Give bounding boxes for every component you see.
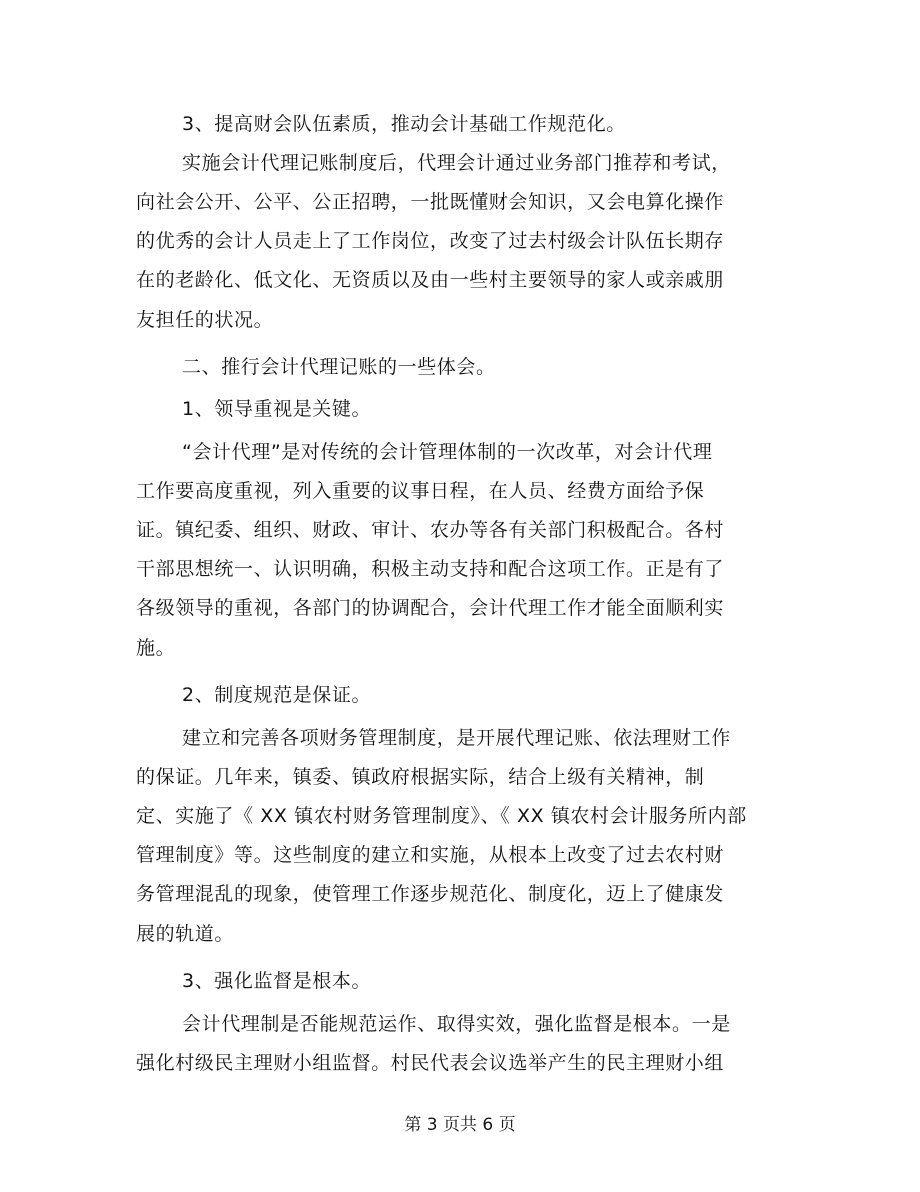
paragraph-line: 工作要高度重视，列入重要的议事日程，在人员、经费方面给予保: [136, 480, 705, 502]
paragraph-line: “会计代理”是对传统的会计管理体制的一次改革，对会计代理: [182, 441, 713, 463]
paragraph-line: 建立和完善各项财务管理制度，是开展代理记账、依法理财工作: [182, 727, 731, 749]
paragraph-line: 向社会公开、公平、公正招聘，一批既懂财会知识，又会电算化操作: [136, 191, 725, 213]
paragraph-line: 在的老龄化、低文化、无资质以及由一些村主要领导的家人或亲戚朋: [136, 269, 725, 291]
paragraph-line: 的优秀的会计人员走上了工作岗位，改变了过去村级会计队伍长期存: [136, 230, 725, 252]
paragraph-line: 施。: [136, 637, 176, 659]
subheading-1: 1、领导重视是关键。: [182, 398, 372, 420]
paragraph-line: 管理制度》等。这些制度的建立和实施，从根本上改变了过去农村财: [136, 844, 725, 866]
subheading-3: 3、强化监督是根本。: [182, 970, 372, 992]
paragraph-line: 务管理混乱的现象，使管理工作逐步规范化、制度化，迈上了健康发: [136, 883, 725, 905]
paragraph-line: 实施会计代理记账制度后，代理会计通过业务部门推荐和考试，: [182, 152, 731, 174]
paragraph-line: 展的轨道。: [136, 923, 235, 945]
paragraph-line: 会计代理制是否能规范运作、取得实效，强化监督是根本。一是: [182, 1013, 731, 1035]
paragraph-line: 证。镇纪委、组织、财政、审计、农办等各有关部门积极配合。各村: [136, 519, 725, 541]
page-footer: 第 3 页共 6 页: [404, 1115, 516, 1135]
paragraph-line: 友担任的状况。: [136, 309, 274, 331]
paragraph-line: 各级领导的重视，各部门的协调配合，会计代理工作才能全面顺利实: [136, 597, 725, 619]
paragraph-line: 的保证。几年来，镇委、镇政府根据实际，结合上级有关精神，制: [136, 766, 705, 788]
subheading-2: 2、制度规范是保证。: [182, 684, 372, 706]
paragraph-line: 定、实施了《 XX 镇农村财务管理制度》、《 XX 镇农村会计服务所内部: [136, 805, 747, 827]
paragraph-line: 强化村级民主理财小组监督。村民代表会议选举产生的民主理财小组: [136, 1052, 725, 1074]
section-heading: 二、推行会计代理记账的一些体会。: [182, 356, 496, 378]
paragraph-line: 干部思想统一、认识明确，积极主动支持和配合这项工作。正是有了: [136, 558, 725, 580]
heading-section-3: 3、提高财会队伍素质，推动会计基础工作规范化。: [182, 113, 626, 135]
